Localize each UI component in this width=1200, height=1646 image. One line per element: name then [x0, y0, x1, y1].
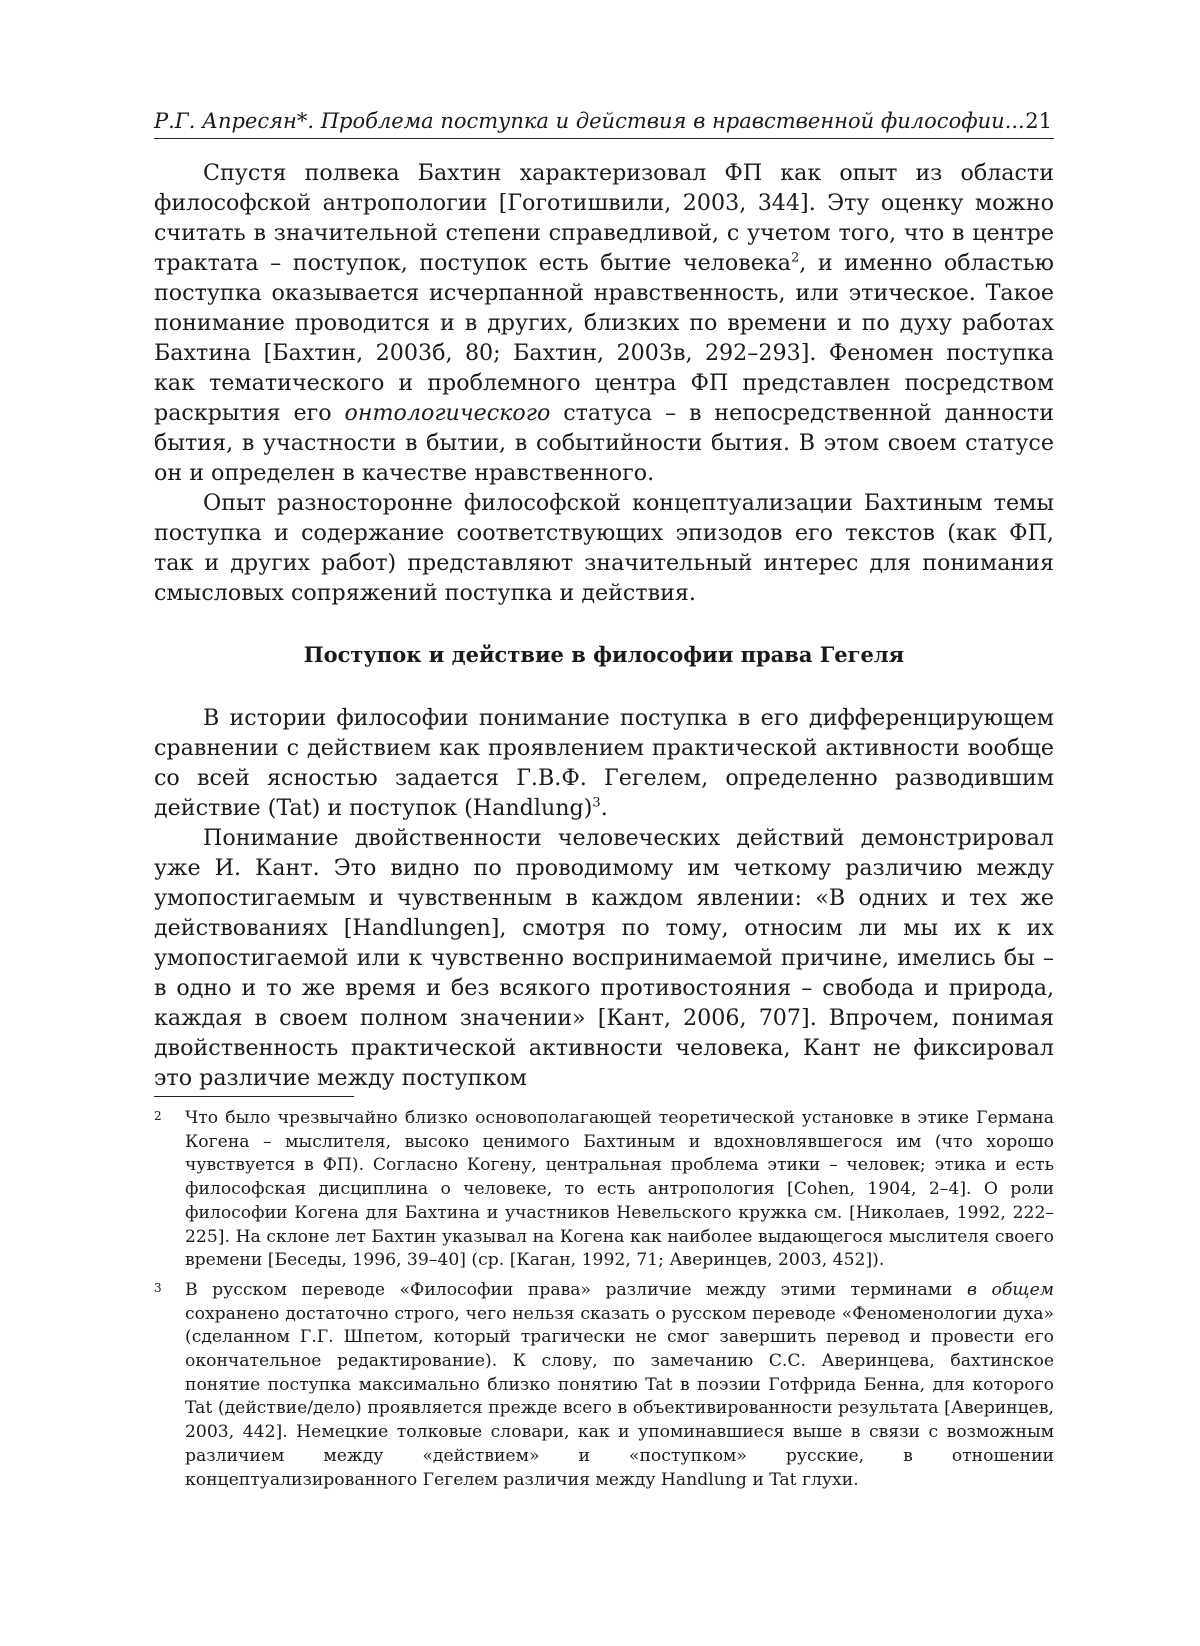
footnote-text: сохранено достаточно строго, чего нельзя сказать о русском переводе «Феноменологии духа» (сделанном Г.Г. Шпетом, который трагически не смог завершить перевод и провести его окончательное редактирование). К слову, по замечанию С.С. Аверинцева, бахтинское понятие поступка максимально близко понятию Tat в поэзии Готфрида Бенна, для которого Tat (действие/дело) проявляется прежде всего в объективированности результата [Аверинцев, 2003, 442]. Немецкие толковые словари, как и упоминавшиеся выше в связи с возможным различием между «действием» и «поступком» русские, в отношении концептуализированного Гегелем различия между Handlung и Tat глухи. — [185, 1303, 1054, 1490]
footnote-italic: в общем — [967, 1279, 1054, 1300]
text-run: статуса – в непосредственной данности бытия, в участности в бытии, в событийности бытия. В этом своем статусе он и определен в качестве нравственного. — [154, 400, 1054, 486]
paragraph — [154, 158, 1054, 488]
page-number: 21 — [1025, 109, 1052, 133]
text-run: , и именно областью поступка оказывается исчерпанной нравственность, или этическое. Такое понимание проводится и в других, близких по времени и по духу работах Бахтина [Бахтин, 2003б, 80; Бахтин, 2003в, 292–293]. Феномен поступка как тематического и проблемного центра ФП представлен посредством раскрытия его — [154, 250, 1054, 426]
footnote-3 — [154, 1279, 1054, 1492]
paragraph: Опыт разносторонне философской концептуализации Бахтиным темы поступка и содержание соответствующих эпизодов его текстов (как ФП, так и других работ) представляют значительный интерес для понимания смысловых сопряжений поступка и действия. — [154, 490, 1054, 606]
paragraph: Понимание двойственности человеческих действий демонстрировал уже И. Кант. Это видно по проводимому им четкому различию между умопостигаемым и чувственным в каждом явлении: «В одних и тех же действованиях [Handlungen], смотря по тому, относим ли мы их к их умопостигаемой или к чувственно воспринимаемой причине, имелись бы – в одно и то же время и без всякого противостояния – свобода и природа, каждая в своем полном значении» [Кант, 2006, 707]. Впрочем, понимая двойственность практической активности человека, Кант не фиксировал это различие между поступком — [154, 825, 1054, 1091]
running-header — [154, 104, 1054, 139]
footnote-separator — [154, 1096, 354, 1097]
text-run: В истории философии понимание поступка в его дифференцирующем сравнении с действием как проявлением практической активности вообще со всей ясностью задается Г.В.Ф. Гегелем, определенно разводившим действие (Tat) и поступок (Handlung) — [154, 705, 1054, 821]
text-run: Спустя полвека Бахтин характеризовал ФП как опыт из области философской антропологии [Гоготишвили, 2003, 344]. Эту оценку можно считать в значительной степени справедливой, с учетом того, что в центре трактата – поступок, поступок есть бытие человека — [154, 160, 1054, 276]
intro-text-block — [154, 158, 1054, 608]
footnote-ref-3[interactable]: 3 — [592, 795, 601, 811]
section-heading: Поступок и действие в философии права Гегеля — [303, 642, 905, 667]
running-title: Р.Г. Апресян*. Проблема поступка и действия в нравственной философии... — [154, 109, 1025, 133]
footnote-text: В русском переводе «Философии права» различие между этими терминами — [185, 1279, 968, 1300]
footnote-ref-2[interactable]: 2 — [790, 250, 800, 266]
italic-term: онтологического — [344, 400, 551, 426]
footnote-2 — [154, 1107, 1054, 1273]
text-run: . — [600, 795, 608, 821]
section-text-block — [154, 703, 1054, 1093]
footnotes — [154, 1107, 1054, 1498]
footnote-number: 2 — [154, 1109, 162, 1123]
footnote-text: Что было чрезвычайно близко основополагающей теоретической установке в этике Германа Когена – мыслителя, высоко ценимого Бахтиным и вдохновлявшегося им (что хорошо чувствуется в ФП). Согласно Когену, центральная проблема этики – человек; этика и есть философская дисциплина о человеке, то есть антропология [Cohen, 1904, 2–4]. О роли философии Когена для Бахтина и участников Невельского кружка см. [Николаев, 1992, 222–225]. На склоне лет Бахтин указывал на Когена как наиболее выдающегося мыслителя своего времени [Беседы, 1996, 39–40] (ср. [Каган, 1992, 71; Аверинцев, 2003, 452]). — [185, 1108, 1054, 1271]
paragraph — [154, 703, 1054, 823]
footnote-number: 3 — [154, 1280, 162, 1295]
